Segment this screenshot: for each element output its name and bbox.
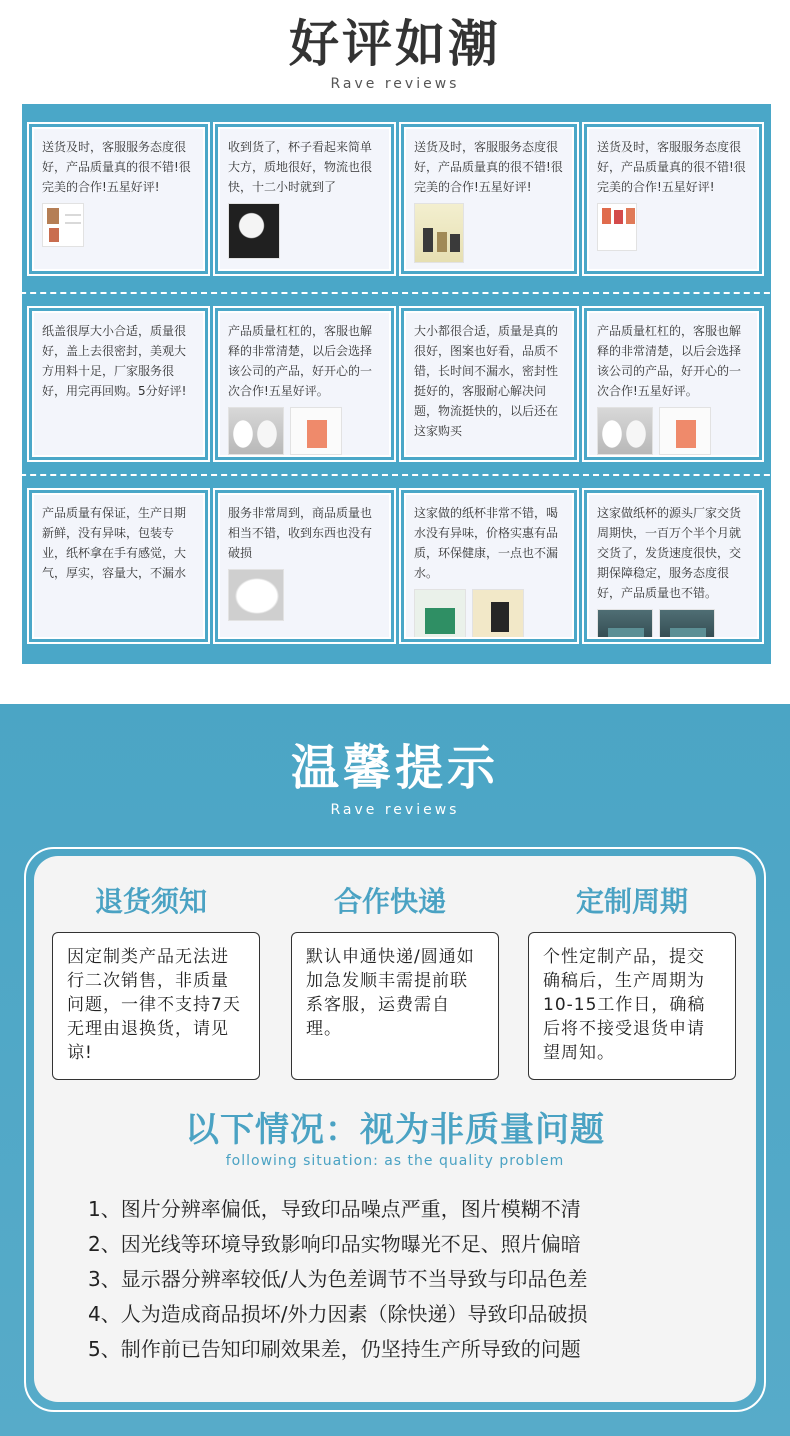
review-card-body: [587, 127, 759, 271]
black-cup-image: [472, 589, 524, 639]
return-policy-heading: 退货须知: [94, 885, 207, 918]
review-card-body: [587, 311, 759, 457]
review-text: 送货及时，客服服务态度很好，产品质量真的很不错!很完美的合作!五星好评!: [414, 140, 563, 194]
condition-item: 3、显示器分辨率较低/人为色差调节不当导致与印品色差: [88, 1267, 588, 1291]
cups-image: [414, 203, 464, 263]
shipping-text: 默认申通快递/圆通如加急发顺丰需提前联系客服，运费需自理。: [291, 932, 499, 1080]
review-text: 产品质量有保证，生产日期新鲜，没有异味，包装专业，纸杯拿在手有感觉，大气，厚实，容量大，不漏水: [42, 506, 187, 580]
review-card: [399, 306, 579, 462]
review-card-body: [32, 493, 205, 639]
condition-item: 4、人为造成商品损坏/外力因素（除快递）导致印品破损: [88, 1302, 588, 1326]
green-cup-image: [414, 589, 466, 639]
condition-item: 5、制作前已告知印刷效果差，仍坚持生产所导致的问题: [88, 1337, 581, 1361]
reviews-subtitle: Rave reviews: [330, 76, 460, 92]
review-card-body: [32, 127, 205, 271]
review-card-body: [218, 311, 391, 457]
review-text: 纸盖很厚大小合适，质量很好，盖上去很密封，美观大方用料十足，厂家服务很好，用完再回购。5分好评!: [42, 324, 187, 398]
review-card: [399, 488, 579, 644]
review-text: 收到货了，杯子看起来简单大方，质地很好，物流也很快，十二小时就到了: [228, 140, 373, 194]
review-text: 这家做的纸杯非常不错，喝水没有异味，价格实惠有品质，环保健康，一点也不漏水。: [414, 506, 559, 580]
reviews-title: 好评如潮: [289, 15, 501, 73]
dark-cup-image: [228, 203, 280, 259]
production-cycle-text: 个性定制产品，提交确稿后，生产周期为10-15工作日，确稿后将不接受退货申请望周知。: [528, 932, 736, 1080]
conditions-title: 以下情况：视为非质量问题: [185, 1110, 605, 1150]
review-card: [213, 488, 396, 644]
pink-cups-image: [597, 203, 637, 251]
white-cups-image: [597, 407, 653, 455]
review-card: [582, 122, 764, 276]
review-text: 产品质量杠杠的，客服也解释的非常清楚，以后会选择该公司的产品，好开心的一次合作!五星好评。: [228, 324, 373, 398]
conditions-list: [88, 1192, 728, 1367]
tips-title: 温馨提示: [290, 740, 499, 796]
review-card: [582, 488, 764, 644]
factory-image: [597, 609, 653, 639]
shipping-heading: 合作快递: [333, 885, 446, 918]
review-text: 服务非常周到，商品质量也相当不错，收到东西也没有破损: [228, 506, 373, 560]
review-text: 这家做纸杯的源头厂家交货周期快，一百万个半个月就交货了，发货速度很快，交期保障稳定，服务态度很好，产品质量也不错。: [597, 506, 742, 600]
review-card: [27, 306, 210, 462]
review-card: [27, 122, 210, 276]
review-card: [213, 306, 396, 462]
pink-cup-image: [659, 407, 711, 455]
tips-subtitle: Rave reviews: [330, 802, 460, 818]
review-text: 大小都很合适，质量是真的很好，图案也好看，品质不错，长时间不漏水，密封性挺好的，客服耐心解决问题，物流挺快的，以后还在这家购买: [414, 324, 559, 438]
review-card-body: [404, 493, 574, 639]
review-card-body: [32, 311, 205, 457]
review-text: 送货及时，客服服务态度很好，产品质量真的很不错!很完美的合作!五星好评!: [597, 140, 746, 194]
review-card-body: [218, 493, 391, 639]
review-text: 送货及时，客服服务态度很好，产品质量真的很不错!很完美的合作!五星好评!: [42, 140, 191, 194]
factory-image: [659, 609, 715, 639]
pink-cup-image: [290, 407, 342, 455]
conditions-subtitle: following situation: as the quality problem: [225, 1153, 565, 1169]
review-card: [27, 488, 210, 644]
review-text: 产品质量杠杠的，客服也解释的非常清楚，以后会选择该公司的产品，好开心的一次合作!五星好评。: [597, 324, 742, 398]
review-card: [213, 122, 396, 276]
review-card-body: [587, 493, 759, 639]
row-divider: [0, 474, 790, 476]
row-divider: [0, 292, 790, 294]
condition-item: 1、图片分辨率偏低，导致印品噪点严重，图片模糊不清: [88, 1197, 581, 1221]
product-sheet-image: [42, 203, 84, 247]
return-policy-text: 因定制类产品无法进行二次销售，非质量问题，一律不支持7天无理由退换货，请见谅!: [52, 932, 260, 1080]
production-cycle-heading: 定制周期: [575, 885, 688, 918]
review-card-body: [218, 127, 391, 271]
review-card-body: [404, 127, 574, 271]
review-card: [582, 306, 764, 462]
white-bowl-image: [228, 569, 284, 621]
review-card-body: [404, 311, 574, 457]
condition-item: 2、因光线等环境导致影响印品实物曝光不足、照片偏暗: [88, 1232, 581, 1256]
review-card: [399, 122, 579, 276]
white-cups-image: [228, 407, 284, 455]
